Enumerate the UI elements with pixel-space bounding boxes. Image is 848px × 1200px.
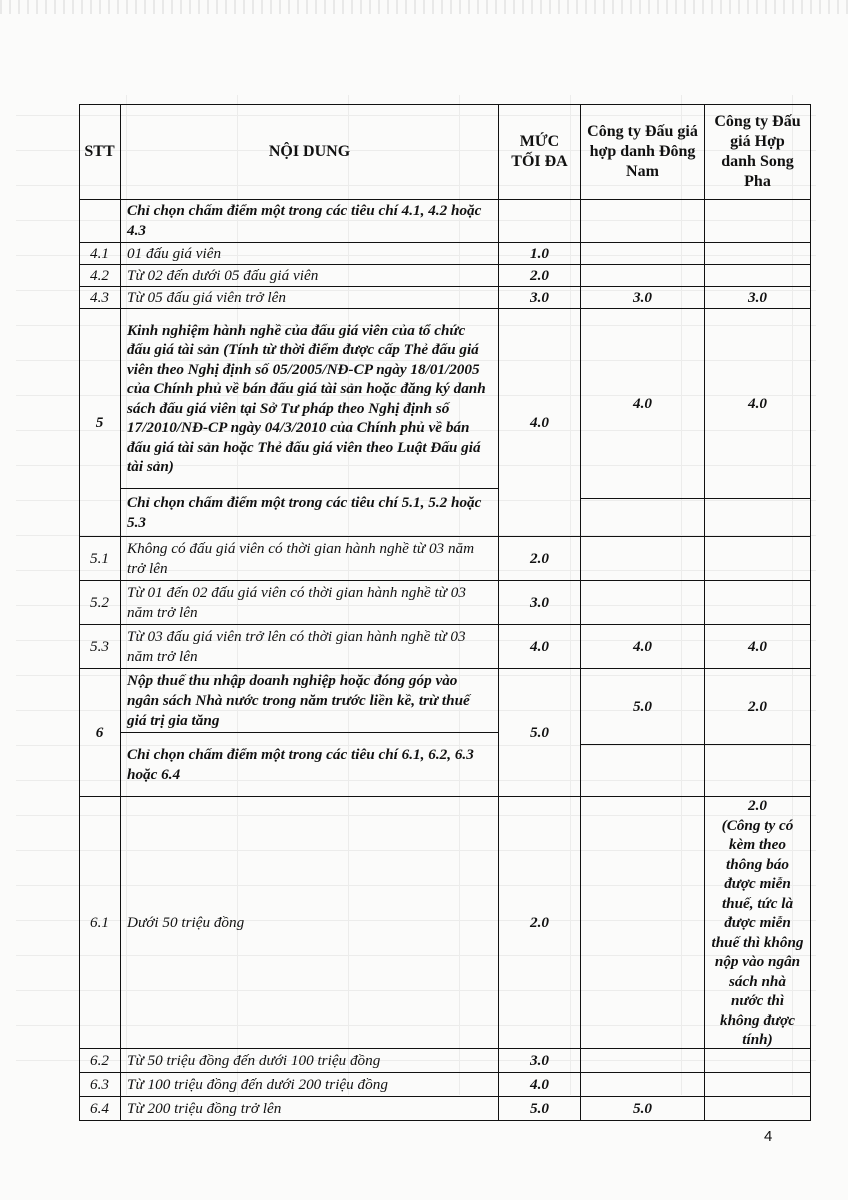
row-6-2-dong-nam: [581, 1049, 705, 1073]
scan-edge-marks: [0, 0, 848, 14]
header-dong-nam: Công ty Đấu giá hợp danh Đông Nam: [581, 104, 705, 200]
row-4-2-stt: 4.2: [79, 265, 121, 287]
row-6-choose-content: Chỉ chọn chấm điểm một trong các tiêu chí 6.1, 6.2, 6.3 hoặc 6.4: [121, 733, 499, 797]
row-4-choose-content: Chỉ chọn chấm điểm một trong các tiêu chí 4.1, 4.2 hoặc 4.3: [121, 200, 499, 243]
row-5-1-stt: 5.1: [79, 537, 121, 581]
row-5-3-content: Từ 03 đấu giá viên trở lên có thời gian hành nghề từ 03 năm trở lên: [121, 625, 499, 669]
row-4-choose-dong-nam: [581, 200, 705, 243]
row-6-3-stt: 6.3: [79, 1073, 121, 1097]
row-5-choose-content: Chỉ chọn chấm điểm một trong các tiêu chí 5.1, 5.2 hoặc 5.3: [121, 489, 499, 537]
row-4-1-max: 1.0: [499, 243, 581, 265]
row-5-1-max: 2.0: [499, 537, 581, 581]
row-6-2-content: Từ 50 triệu đồng đến dưới 100 triệu đồng: [121, 1049, 499, 1073]
row-6-3-dong-nam: [581, 1073, 705, 1097]
row-6-song-pha: 2.0: [705, 669, 811, 745]
row-5-choose-song-pha: [705, 499, 811, 537]
row-6-2-max: 3.0: [499, 1049, 581, 1073]
row-4-1-content: 01 đấu giá viên: [121, 243, 499, 265]
row-4-choose-stt: [79, 200, 121, 243]
row-4-choose-song-pha: [705, 200, 811, 243]
row-6-3-song-pha: [705, 1073, 811, 1097]
row-6-stt: 6: [79, 669, 121, 797]
row-6-2-stt: 6.2: [79, 1049, 121, 1073]
row-4-3-stt: 4.3: [79, 287, 121, 309]
row-4-3-dong-nam: 3.0: [581, 287, 705, 309]
row-6-4-song-pha: [705, 1097, 811, 1121]
row-4-2-song-pha: [705, 265, 811, 287]
row-4-1-stt: 4.1: [79, 243, 121, 265]
row-5-3-song-pha: 4.0: [705, 625, 811, 669]
header-max-score: MỨC TỐI ĐA: [499, 104, 581, 200]
row-4-1-dong-nam: [581, 243, 705, 265]
row-5-stt: 5: [79, 309, 121, 537]
row-5-choose-dong-nam: [581, 499, 705, 537]
row-6-1-song-pha-value: 2.0: [748, 797, 767, 815]
row-5-1-dong-nam: [581, 537, 705, 581]
row-6-4-stt: 6.4: [79, 1097, 121, 1121]
row-5-1-song-pha: [705, 537, 811, 581]
row-5-max: 4.0: [499, 309, 581, 537]
row-6-choose-song-pha: [705, 745, 811, 797]
row-5-content: Kinh nghiệm hành nghề của đấu giá viên của tổ chức đấu giá tài sản (Tính từ thời điểm được cấp Thẻ đấu giá viên theo Nghị định số 05/2005/NĐ-CP ngày 18/01/2005 của Chính phủ về bán đấu giá tài sản hoặc đăng ký danh sách đấu giá viên tại Sở Tư pháp theo Nghị định số 17/2010/NĐ-CP ngày 04/3/2010 của Chính phủ về bán đấu giá tài sản hoặc Thẻ đấu giá viên theo Luật Đấu giá tài sản): [121, 309, 499, 489]
page-number: 4: [764, 1128, 773, 1145]
row-5-2-max: 3.0: [499, 581, 581, 625]
row-6-1-stt: 6.1: [79, 797, 121, 1049]
row-6-1-content: Dưới 50 triệu đồng: [121, 797, 499, 1049]
row-5-2-song-pha: [705, 581, 811, 625]
row-6-3-max: 4.0: [499, 1073, 581, 1097]
row-5-1-content: Không có đấu giá viên có thời gian hành nghề từ 03 năm trở lên: [121, 537, 499, 581]
row-4-2-dong-nam: [581, 265, 705, 287]
row-6-choose-dong-nam: [581, 745, 705, 797]
row-4-3-song-pha: 3.0: [705, 287, 811, 309]
row-6-4-content: Từ 200 triệu đồng trở lên: [121, 1097, 499, 1121]
header-song-pha: Công ty Đấu giá Hợp danh Song Pha: [705, 104, 811, 200]
row-5-3-dong-nam: 4.0: [581, 625, 705, 669]
row-5-2-stt: 5.2: [79, 581, 121, 625]
header-content: NỘI DUNG: [121, 104, 499, 200]
row-5-dong-nam: 4.0: [581, 309, 705, 499]
row-5-3-max: 4.0: [499, 625, 581, 669]
row-4-3-content: Từ 05 đấu giá viên trở lên: [121, 287, 499, 309]
row-5-song-pha: 4.0: [705, 309, 811, 499]
row-4-3-max: 3.0: [499, 287, 581, 309]
row-4-2-content: Từ 02 đến dưới 05 đấu giá viên: [121, 265, 499, 287]
row-6-3-content: Từ 100 triệu đồng đến dưới 200 triệu đồng: [121, 1073, 499, 1097]
row-6-1-dong-nam: [581, 797, 705, 1049]
row-5-2-dong-nam: [581, 581, 705, 625]
row-4-choose-max: [499, 200, 581, 243]
header-stt: STT: [79, 104, 121, 200]
row-6-4-max: 5.0: [499, 1097, 581, 1121]
row-6-2-song-pha: [705, 1049, 811, 1073]
row-6-dong-nam: 5.0: [581, 669, 705, 745]
row-6-1-max: 2.0: [499, 797, 581, 1049]
row-4-1-song-pha: [705, 243, 811, 265]
row-5-3-stt: 5.3: [79, 625, 121, 669]
row-6-1-song-pha: [705, 797, 811, 1049]
row-6-4-dong-nam: 5.0: [581, 1097, 705, 1121]
row-6-1-song-pha-note: (Công ty có kèm theo thông báo được miễn thuế, tức là được miễn thuế thì không nộp vào ngân sách nhà nước thì không được tính): [711, 816, 804, 1049]
row-6-content: Nộp thuế thu nhập doanh nghiệp hoặc đóng góp vào ngân sách Nhà nước trong năm trước liền kề, trừ thuế giá trị gia tăng: [121, 669, 499, 733]
row-6-max: 5.0: [499, 669, 581, 797]
row-5-2-content: Từ 01 đến 02 đấu giá viên có thời gian hành nghề từ 03 năm trở lên: [121, 581, 499, 625]
row-4-2-max: 2.0: [499, 265, 581, 287]
